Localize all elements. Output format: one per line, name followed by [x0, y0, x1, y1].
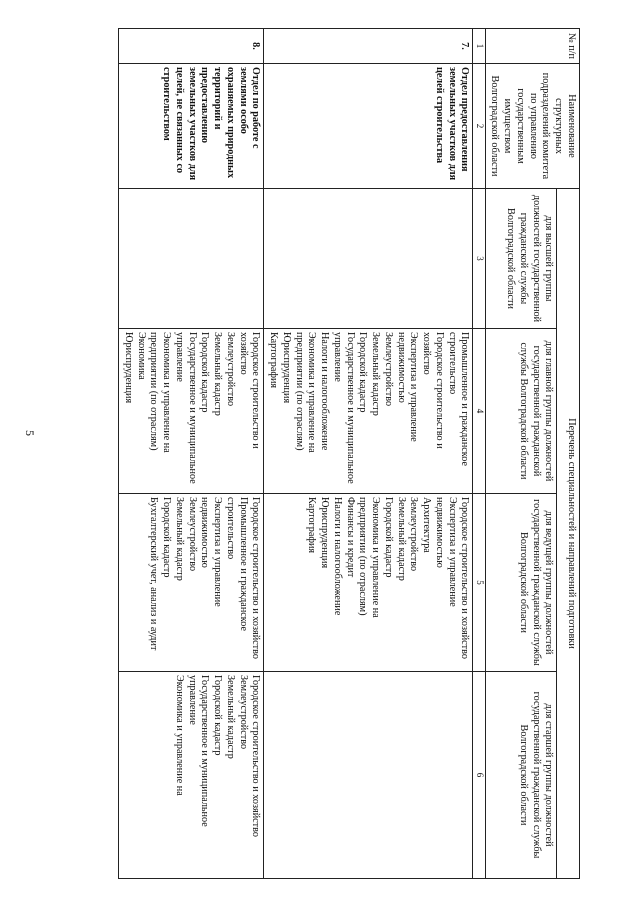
specialty-item: Экономика и управление на предприятии (по отраслям) — [357, 497, 382, 618]
row-number: 7. — [264, 29, 473, 64]
specialties-highest — [119, 189, 264, 329]
header-num: № п/п — [485, 29, 579, 64]
specialties-main — [119, 329, 264, 494]
specialty-item: Экономика и управление на предприятии (по отраслям) — [293, 332, 318, 453]
specialty-item: Городское строительство и хозяйство — [250, 497, 262, 659]
specialty-item: Городской кадастр — [199, 332, 211, 413]
specialty-item: Землеустройство — [186, 497, 198, 572]
specialty-item: Картография — [306, 497, 318, 554]
specialty-item: Земельный кадастр — [225, 675, 236, 759]
specialty-item: Налоги и налогообложение — [319, 332, 331, 451]
specialty-item: Городское строительство и хозяйство — [237, 332, 262, 449]
specialty-item: Городской кадастр — [357, 332, 369, 413]
specialty-item: Промышленное и гражданское строительство — [446, 332, 471, 466]
page-number: 5 — [23, 430, 37, 436]
col-number: 2 — [473, 64, 485, 189]
specialty-item: Государственное и муниципальное управление — [174, 332, 198, 484]
specialty-item: Экспертиза и управление недвижимостью — [199, 497, 224, 607]
header-unit: Наименование структурных подразделений комитета по управлению государственным имуществом Волгоградской области — [485, 64, 579, 189]
specialties-leading — [119, 494, 264, 672]
col-number: 3 — [473, 189, 485, 329]
table-body — [119, 29, 473, 879]
specialty-item: Землеустройство — [225, 332, 236, 407]
unit-name: Отдел по работе с землями особо охраняемых природных территорий и предоставлению земельных участков для целей, не связанных со строительством — [119, 64, 264, 189]
specialty-item: Бухгалтерский учет, анализ и аудит — [148, 497, 160, 651]
specialties-senior — [264, 672, 473, 879]
header-senior: для старшей группы должностей государственной гражданской службы Волгоградской области — [485, 672, 557, 879]
specialty-item: Городской кадастр — [383, 497, 394, 578]
specialties-table — [118, 28, 580, 879]
specialty-item: Экспертиза и управление недвижимостью — [434, 497, 458, 607]
specialty-item: Архитектура — [421, 497, 433, 553]
rotated-table-container — [60, 28, 580, 878]
specialty-item: Городской кадастр — [212, 675, 224, 756]
specialty-item: Государственное и муниципальное управление — [332, 332, 356, 484]
specialty-item: Экономика — [135, 332, 147, 380]
specialties-main — [264, 329, 473, 494]
specialty-item: Финансы и кредит — [344, 497, 356, 578]
header-highest: для высшей группы должностей государственной гражданской службы Волгоградской области — [485, 189, 557, 329]
table-row — [119, 29, 264, 879]
column-number-row — [473, 29, 485, 879]
specialty-item: Землеустройство — [383, 332, 394, 407]
specialty-item: Экономика и управление на предприятии (по отраслям) — [148, 332, 173, 453]
specialty-item: Земельный кадастр — [174, 497, 185, 581]
col-number: 5 — [473, 494, 485, 672]
col-number: 6 — [473, 672, 485, 879]
table-row — [264, 29, 473, 879]
unit-name: Отдел предоставления земельных участков для целей строительства — [264, 64, 473, 189]
specialty-item: Юриспруденция — [123, 332, 134, 404]
specialty-item: Экспертиза и управление недвижимостью — [395, 332, 420, 442]
specialties-highest — [264, 189, 473, 329]
specialty-item: Городское строительство и хозяйство — [459, 497, 471, 659]
specialty-item: Городское строительство и хозяйство — [250, 675, 262, 837]
specialty-item: Землеустройство — [408, 497, 420, 572]
row-number: 8. — [119, 29, 264, 64]
specialty-item: Городское строительство и хозяйство — [421, 332, 445, 449]
specialties-leading — [264, 494, 473, 672]
col-number: 4 — [473, 329, 485, 494]
specialties-senior — [119, 672, 264, 879]
specialty-item: Промышленное и гражданское строительство — [225, 497, 249, 631]
col-number: 1 — [473, 29, 485, 64]
header-leading: для ведущей группы должностей государственной гражданской службы Волгоградской области — [485, 494, 557, 672]
specialty-item: Земельный кадастр — [395, 497, 407, 581]
specialty-item: Налоги и налогообложение — [332, 497, 343, 616]
header-group: Перечень специальностей и направлений подготовки — [557, 189, 580, 879]
specialty-item: Юриспруденция — [319, 497, 331, 569]
specialty-item: Картография — [268, 332, 280, 389]
specialty-item: Городской кадастр — [161, 497, 173, 578]
header-row-1 — [557, 29, 580, 879]
specialty-item: Государственное и муниципальное управление — [186, 675, 211, 827]
specialty-item: Земельный кадастр — [370, 332, 382, 416]
specialty-item: Юриспруденция — [281, 332, 292, 404]
specialty-item: Земельный кадастр — [212, 332, 224, 416]
specialty-item: Землеустройство — [237, 675, 249, 750]
specialty-item: Экономика и управление на — [174, 675, 185, 796]
header-main: для главной группы должностей государственной гражданской службы Волгоградской области — [485, 329, 557, 494]
